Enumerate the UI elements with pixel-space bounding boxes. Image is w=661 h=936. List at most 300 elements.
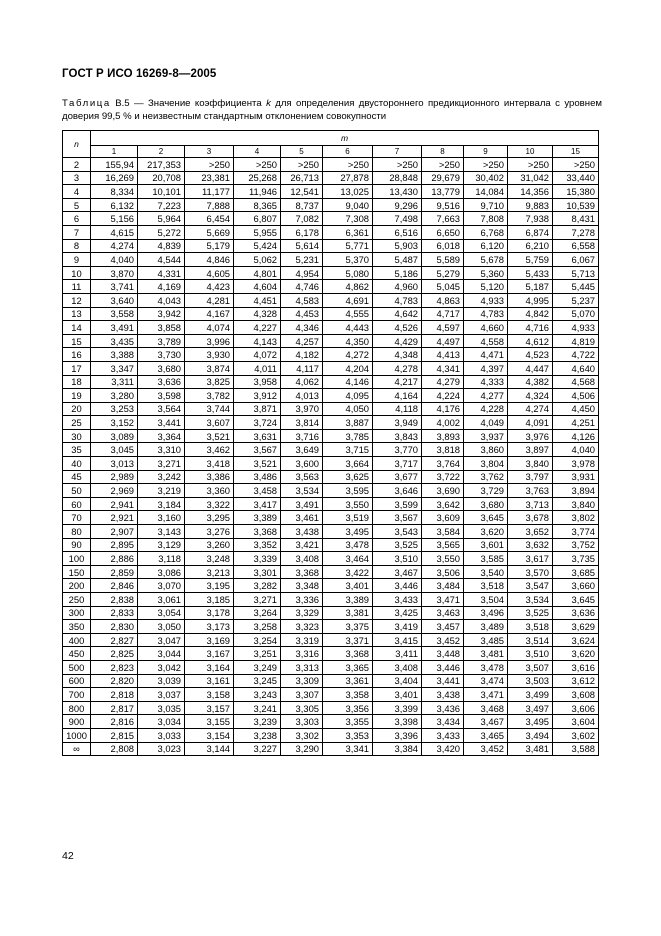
value-cell: 2,820: [91, 674, 138, 688]
value-cell: 3,525: [508, 606, 553, 620]
caption-number: В.5: [115, 98, 130, 109]
value-cell: 4,091: [508, 416, 553, 430]
m-value-header: 2: [138, 146, 185, 158]
value-cell: 5,080: [323, 266, 373, 280]
value-cell: 3,495: [323, 525, 373, 539]
value-cell: 3,887: [323, 416, 373, 430]
m-value-header: 1: [91, 146, 138, 158]
table-row: [63, 633, 599, 647]
value-cell: 3,044: [138, 647, 185, 661]
value-cell: 4,960: [373, 280, 422, 294]
value-cell: 3,478: [323, 538, 373, 552]
value-cell: 3,467: [373, 565, 422, 579]
m-value-header: 3: [185, 146, 234, 158]
value-cell: 2,825: [91, 647, 138, 661]
value-cell: 12,541: [281, 185, 323, 199]
value-cell: 3,446: [373, 579, 422, 593]
value-cell: 3,499: [508, 688, 553, 702]
value-cell: 4,382: [508, 375, 553, 389]
value-cell: 3,540: [464, 565, 508, 579]
value-cell: 2,907: [91, 525, 138, 539]
value-cell: 3,243: [234, 688, 281, 702]
value-cell: 3,360: [185, 484, 234, 498]
value-cell: 2,895: [91, 538, 138, 552]
row-n-cell: 19: [63, 389, 91, 403]
value-cell: 3,894: [553, 484, 599, 498]
value-cell: 3,013: [91, 457, 138, 471]
value-cell: 4,348: [373, 348, 422, 362]
value-cell: 3,129: [138, 538, 185, 552]
value-cell: 4,228: [464, 402, 508, 416]
value-cell: 3,912: [234, 389, 281, 403]
row-n-cell: 350: [63, 620, 91, 634]
value-cell: 9,710: [464, 198, 508, 212]
value-cell: >250: [373, 158, 422, 172]
row-n-cell: 300: [63, 606, 91, 620]
row-n-cell: 1000: [63, 728, 91, 742]
value-cell: 9,296: [373, 198, 422, 212]
value-cell: 3,388: [91, 348, 138, 362]
table-row: [63, 525, 599, 539]
table-row: [63, 728, 599, 742]
value-cell: 3,942: [138, 307, 185, 321]
value-cell: 3,664: [323, 457, 373, 471]
value-cell: 4,074: [185, 321, 234, 335]
value-cell: 3,045: [91, 443, 138, 457]
table-row: [63, 225, 599, 239]
value-cell: 3,239: [234, 715, 281, 729]
value-cell: 3,219: [138, 484, 185, 498]
value-cell: 6,132: [91, 198, 138, 212]
value-cell: 3,253: [91, 402, 138, 416]
value-cell: 3,722: [422, 470, 464, 484]
value-cell: 3,893: [422, 429, 464, 443]
caption-text-after: для определения двустороннего предикционного интервала с уровнем доверия 99,5 % и неизвестным стандартным отклонением совокупности: [62, 98, 603, 122]
row-n-cell: 5: [63, 198, 91, 212]
value-cell: 3,242: [138, 470, 185, 484]
value-cell: 5,589: [422, 253, 464, 267]
value-cell: 3,558: [91, 307, 138, 321]
value-cell: 3,840: [508, 457, 553, 471]
value-cell: 3,521: [185, 429, 234, 443]
value-cell: 3,649: [281, 443, 323, 457]
value-cell: 3,276: [185, 525, 234, 539]
value-cell: 3,504: [464, 593, 508, 607]
value-cell: 7,223: [138, 198, 185, 212]
value-cell: 4,176: [422, 402, 464, 416]
value-cell: 3,356: [323, 701, 373, 715]
value-cell: 5,279: [422, 266, 464, 280]
value-cell: 3,305: [281, 701, 323, 715]
value-cell: 4,274: [508, 402, 553, 416]
value-cell: 3,420: [422, 742, 464, 756]
value-cell: 3,518: [464, 579, 508, 593]
value-cell: 3,584: [422, 525, 464, 539]
value-cell: 3,316: [281, 647, 323, 661]
value-cell: 3,871: [234, 402, 281, 416]
value-cell: 4,146: [323, 375, 373, 389]
row-n-cell: 16: [63, 348, 91, 362]
value-cell: 4,717: [422, 307, 464, 321]
value-cell: 9,040: [323, 198, 373, 212]
value-cell: 3,039: [138, 674, 185, 688]
value-cell: 5,120: [464, 280, 508, 294]
value-cell: 3,762: [464, 470, 508, 484]
value-cell: 4,447: [508, 361, 553, 375]
value-cell: 3,309: [281, 674, 323, 688]
table-body: [63, 158, 599, 756]
value-cell: 3,464: [323, 552, 373, 566]
value-cell: 3,435: [91, 334, 138, 348]
value-cell: 4,279: [422, 375, 464, 389]
value-cell: 3,789: [138, 334, 185, 348]
value-cell: 4,783: [464, 307, 508, 321]
value-cell: 3,496: [464, 606, 508, 620]
value-cell: 3,433: [422, 728, 464, 742]
value-cell: 4,783: [373, 293, 422, 307]
value-cell: 29,679: [422, 171, 464, 185]
value-cell: 4,143: [234, 334, 281, 348]
table-row: [63, 402, 599, 416]
value-cell: 3,949: [373, 416, 422, 430]
value-cell: 3,418: [185, 457, 234, 471]
row-n-cell: 14: [63, 321, 91, 335]
value-cell: 3,685: [553, 565, 599, 579]
value-cell: 3,588: [553, 742, 599, 756]
table-row: [63, 293, 599, 307]
table-row: [63, 593, 599, 607]
m-header: m: [91, 131, 599, 146]
row-n-cell: 100: [63, 552, 91, 566]
table-row: [63, 579, 599, 593]
value-cell: 4,746: [281, 280, 323, 294]
value-cell: 3,625: [323, 470, 373, 484]
value-cell: 5,186: [373, 266, 422, 280]
value-cell: 3,534: [281, 484, 323, 498]
value-cell: 5,955: [234, 225, 281, 239]
value-cell: 3,411: [373, 647, 422, 661]
row-n-cell: 450: [63, 647, 91, 661]
value-cell: 4,640: [553, 361, 599, 375]
value-cell: 3,547: [508, 579, 553, 593]
value-cell: 2,969: [91, 484, 138, 498]
value-cell: 5,045: [422, 280, 464, 294]
row-n-cell: ∞: [63, 742, 91, 756]
table-row: [63, 198, 599, 212]
value-cell: 4,615: [91, 225, 138, 239]
value-cell: 4,346: [281, 321, 323, 335]
m-value-header: 6: [323, 146, 373, 158]
row-n-cell: 600: [63, 674, 91, 688]
value-cell: 11,177: [185, 185, 234, 199]
value-cell: 3,401: [323, 579, 373, 593]
value-cell: 4,583: [281, 293, 323, 307]
value-cell: 4,331: [138, 266, 185, 280]
value-cell: 6,067: [553, 253, 599, 267]
value-cell: 4,691: [323, 293, 373, 307]
value-cell: 6,178: [281, 225, 323, 239]
value-cell: 3,070: [138, 579, 185, 593]
table-row: [63, 375, 599, 389]
value-cell: 13,025: [323, 185, 373, 199]
value-cell: 27,878: [323, 171, 373, 185]
value-cell: 3,629: [553, 620, 599, 634]
m-value-header: 15: [553, 146, 599, 158]
value-cell: 2,941: [91, 497, 138, 511]
value-cell: 5,678: [464, 253, 508, 267]
value-cell: 3,271: [234, 593, 281, 607]
value-cell: 3,585: [464, 552, 508, 566]
value-cell: 3,976: [508, 429, 553, 443]
value-cell: 6,120: [464, 239, 508, 253]
value-cell: 5,771: [323, 239, 373, 253]
value-cell: 5,231: [281, 253, 323, 267]
value-cell: 5,903: [373, 239, 422, 253]
value-cell: 3,489: [464, 620, 508, 634]
value-cell: 3,307: [281, 688, 323, 702]
table-row: [63, 470, 599, 484]
value-cell: 3,680: [138, 361, 185, 375]
m-value-header: 10: [508, 146, 553, 158]
value-cell: 3,386: [185, 470, 234, 484]
value-cell: 3,396: [373, 728, 422, 742]
value-cell: 5,187: [508, 280, 553, 294]
value-cell: 4,863: [422, 293, 464, 307]
value-cell: 3,782: [185, 389, 234, 403]
value-cell: 2,838: [91, 593, 138, 607]
value-cell: 3,797: [508, 470, 553, 484]
value-cell: 3,744: [185, 402, 234, 416]
value-cell: 4,842: [508, 307, 553, 321]
value-cell: 3,631: [234, 429, 281, 443]
value-cell: 4,257: [281, 334, 323, 348]
value-cell: 7,498: [373, 212, 422, 226]
value-cell: 4,274: [91, 239, 138, 253]
value-cell: 3,570: [508, 565, 553, 579]
value-cell: 13,779: [422, 185, 464, 199]
value-cell: 3,481: [508, 742, 553, 756]
value-cell: 4,839: [138, 239, 185, 253]
value-cell: 3,398: [373, 715, 422, 729]
value-cell: 4,278: [373, 361, 422, 375]
value-cell: 2,859: [91, 565, 138, 579]
value-cell: 3,645: [464, 511, 508, 525]
value-cell: 3,249: [234, 660, 281, 674]
value-cell: 3,595: [323, 484, 373, 498]
table-row: [63, 361, 599, 375]
value-cell: 3,494: [508, 728, 553, 742]
value-cell: 14,356: [508, 185, 553, 199]
value-cell: 3,384: [373, 742, 422, 756]
value-cell: 4,819: [553, 334, 599, 348]
value-cell: 3,785: [323, 429, 373, 443]
value-cell: 3,227: [234, 742, 281, 756]
value-cell: 6,874: [508, 225, 553, 239]
value-cell: 4,040: [91, 253, 138, 267]
value-cell: 3,462: [185, 443, 234, 457]
table-row: [63, 457, 599, 471]
value-cell: 4,471: [464, 348, 508, 362]
value-cell: 4,049: [464, 416, 508, 430]
value-cell: 3,118: [138, 552, 185, 566]
table-row: [63, 565, 599, 579]
value-cell: 3,178: [185, 606, 234, 620]
value-cell: 2,830: [91, 620, 138, 634]
value-cell: 3,774: [553, 525, 599, 539]
value-cell: 3,601: [464, 538, 508, 552]
value-cell: 4,095: [323, 389, 373, 403]
value-cell: 3,365: [323, 660, 373, 674]
value-cell: 3,436: [422, 701, 464, 715]
value-cell: 3,632: [508, 538, 553, 552]
value-cell: 9,883: [508, 198, 553, 212]
table-row: [63, 212, 599, 226]
value-cell: 7,082: [281, 212, 323, 226]
value-cell: 3,433: [373, 593, 422, 607]
value-cell: 3,567: [234, 443, 281, 457]
row-n-cell: 3: [63, 171, 91, 185]
value-cell: 4,413: [422, 348, 464, 362]
value-cell: 3,389: [234, 511, 281, 525]
value-cell: 9,516: [422, 198, 464, 212]
table-caption: [62, 98, 602, 123]
value-cell: 3,624: [553, 633, 599, 647]
value-cell: 6,454: [185, 212, 234, 226]
table-row: [63, 321, 599, 335]
value-cell: 4,169: [138, 280, 185, 294]
value-cell: 3,364: [138, 429, 185, 443]
value-cell: 7,808: [464, 212, 508, 226]
table-row: [63, 389, 599, 403]
value-cell: 3,035: [138, 701, 185, 715]
value-cell: 3,860: [464, 443, 508, 457]
value-cell: 4,272: [323, 348, 373, 362]
value-cell: 3,195: [185, 579, 234, 593]
value-cell: 3,336: [281, 593, 323, 607]
value-cell: 3,567: [373, 511, 422, 525]
header-row-m-values: [63, 146, 599, 158]
value-cell: 3,389: [323, 593, 373, 607]
value-cell: 3,415: [373, 633, 422, 647]
value-cell: 3,050: [138, 620, 185, 634]
value-cell: 5,237: [553, 293, 599, 307]
table-row: [63, 348, 599, 362]
value-cell: 4,062: [281, 375, 323, 389]
row-n-cell: 35: [63, 443, 91, 457]
value-cell: 3,468: [464, 701, 508, 715]
value-cell: >250: [508, 158, 553, 172]
value-cell: 5,272: [138, 225, 185, 239]
value-cell: 3,161: [185, 674, 234, 688]
value-cell: 3,465: [464, 728, 508, 742]
n-header: n: [63, 131, 91, 158]
table-row: [63, 497, 599, 511]
value-cell: 3,600: [281, 457, 323, 471]
value-cell: 3,348: [281, 579, 323, 593]
value-cell: 3,054: [138, 606, 185, 620]
value-cell: 31,042: [508, 171, 553, 185]
row-n-cell: 70: [63, 511, 91, 525]
value-cell: 5,614: [281, 239, 323, 253]
value-cell: 4,397: [464, 361, 508, 375]
value-cell: 3,518: [508, 620, 553, 634]
value-cell: 3,160: [138, 511, 185, 525]
value-cell: 5,070: [553, 307, 599, 321]
table-row: [63, 552, 599, 566]
value-cell: 8,334: [91, 185, 138, 199]
value-cell: 26,713: [281, 171, 323, 185]
value-cell: 3,310: [138, 443, 185, 457]
value-cell: 3,478: [464, 660, 508, 674]
value-cell: 3,375: [323, 620, 373, 634]
page-number: 42: [62, 850, 74, 862]
value-cell: 3,260: [185, 538, 234, 552]
table-row: [63, 185, 599, 199]
value-cell: 3,311: [91, 375, 138, 389]
value-cell: 3,752: [553, 538, 599, 552]
value-cell: 3,724: [234, 416, 281, 430]
value-cell: 4,011: [234, 361, 281, 375]
value-cell: 3,144: [185, 742, 234, 756]
value-cell: 4,612: [508, 334, 553, 348]
value-cell: 3,399: [373, 701, 422, 715]
row-n-cell: 400: [63, 633, 91, 647]
value-cell: 3,612: [553, 674, 599, 688]
value-cell: 3,152: [91, 416, 138, 430]
table-row: [63, 334, 599, 348]
value-cell: 28,848: [373, 171, 422, 185]
table-row: [63, 742, 599, 756]
value-cell: 4,227: [234, 321, 281, 335]
table-row: [63, 701, 599, 715]
value-cell: 4,605: [185, 266, 234, 280]
value-cell: 3,421: [281, 538, 323, 552]
value-cell: 4,040: [553, 443, 599, 457]
value-cell: 4,443: [323, 321, 373, 335]
value-cell: 3,521: [234, 457, 281, 471]
table-row: [63, 443, 599, 457]
value-cell: 217,353: [138, 158, 185, 172]
value-cell: 3,401: [373, 688, 422, 702]
value-cell: 3,606: [553, 701, 599, 715]
value-cell: 2,815: [91, 728, 138, 742]
value-cell: 7,663: [422, 212, 464, 226]
value-cell: 3,485: [464, 633, 508, 647]
value-cell: 5,713: [553, 266, 599, 280]
value-cell: 3,996: [185, 334, 234, 348]
value-cell: 3,238: [234, 728, 281, 742]
value-cell: 3,425: [373, 606, 422, 620]
value-cell: 3,158: [185, 688, 234, 702]
value-cell: 4,497: [422, 334, 464, 348]
value-cell: 3,061: [138, 593, 185, 607]
value-cell: 4,341: [422, 361, 464, 375]
value-cell: 3,858: [138, 321, 185, 335]
value-cell: 3,514: [508, 633, 553, 647]
value-cell: 3,607: [185, 416, 234, 430]
value-cell: 7,888: [185, 198, 234, 212]
coefficient-table: [62, 130, 599, 756]
value-cell: 10,539: [553, 198, 599, 212]
value-cell: 4,251: [553, 416, 599, 430]
value-cell: 4,050: [323, 402, 373, 416]
value-cell: 3,404: [373, 674, 422, 688]
value-cell: 3,185: [185, 593, 234, 607]
value-cell: >250: [323, 158, 373, 172]
value-cell: 3,329: [281, 606, 323, 620]
value-cell: 3,642: [422, 497, 464, 511]
value-cell: 3,491: [281, 497, 323, 511]
